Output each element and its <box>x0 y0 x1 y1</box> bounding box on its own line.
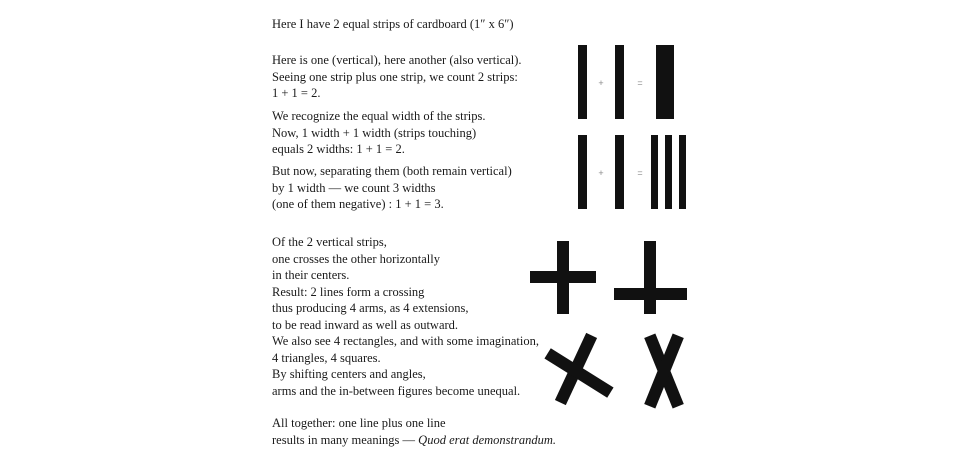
text-line: Of the 2 vertical strips, <box>272 235 387 249</box>
heading-strips-of-cardboard: Here I have 2 equal strips of cardboard (1″ x 6″) <box>272 17 514 31</box>
centered-cross <box>530 241 596 314</box>
text-line: We also see 4 rectangles, and with some imagination, <box>272 334 539 348</box>
vertical-strip <box>615 45 624 119</box>
crossing-strips-diagram <box>520 234 700 414</box>
text-line: 4 triangles, 4 squares. <box>272 350 381 365</box>
strip-addition-diagram <box>560 30 720 220</box>
text-line: one crosses the other horizontally <box>272 251 441 266</box>
paragraph-conclusion <box>272 415 556 448</box>
vertical-strip <box>644 241 656 314</box>
text-line: By shifting centers and angles, <box>272 367 426 381</box>
text-line <box>272 432 556 449</box>
strips-row-touching <box>578 45 674 119</box>
text-line: Result: 2 lines form a crossing <box>272 284 425 299</box>
text-line: (one of them negative) : 1 + 1 = 3. <box>272 197 444 211</box>
quod-erat-demonstrandum: Quod erat demonstrandum. <box>418 432 557 447</box>
text-line: Seeing one strip plus one strip, we count 2 strips: <box>272 69 518 84</box>
text-segment: results in many meanings — <box>272 432 419 447</box>
vertical-strip <box>578 135 587 209</box>
plus-symbol: + <box>598 168 604 178</box>
text-line: Here is one (vertical), here another (also vertical). <box>272 53 522 67</box>
text-line: 1 + 1 = 2. <box>272 86 321 100</box>
equals-symbol: = <box>637 168 643 178</box>
angled-cross <box>544 333 613 405</box>
text-line: All together: one line plus one line <box>272 416 446 430</box>
text-line: We recognize the equal width of the strips. <box>272 109 486 123</box>
strips-row-separated <box>578 135 686 209</box>
vertical-strip <box>557 241 569 314</box>
shifted-cross <box>614 241 687 314</box>
text-line: to be read inward as well as outward. <box>272 317 459 332</box>
double-width-strip <box>656 45 674 119</box>
plus-symbol: + <box>598 78 604 88</box>
paragraph-separating <box>272 163 512 213</box>
vertical-strip <box>665 135 672 209</box>
vertical-strip <box>679 135 686 209</box>
text-line: Now, 1 width + 1 width (strips touching) <box>272 125 477 140</box>
text-line: arms and the in-between figures become unequal. <box>272 383 521 398</box>
text-line: by 1 width — we count 3 widths <box>272 180 436 195</box>
text-line: in their centers. <box>272 268 350 282</box>
text-line: thus producing 4 arms, as 4 extensions, <box>272 301 469 315</box>
x-cross <box>644 334 684 409</box>
paragraph-one-plus-one <box>272 52 522 102</box>
vertical-strip <box>578 45 587 119</box>
vertical-strip <box>651 135 658 209</box>
paragraph-equal-width <box>272 108 486 158</box>
equals-symbol: = <box>637 78 643 88</box>
text-line: equals 2 widths: 1 + 1 = 2. <box>272 142 405 156</box>
paragraph-crossing <box>272 234 539 399</box>
text-line: But now, separating them (both remain vertical) <box>272 164 512 178</box>
vertical-strip <box>615 135 624 209</box>
